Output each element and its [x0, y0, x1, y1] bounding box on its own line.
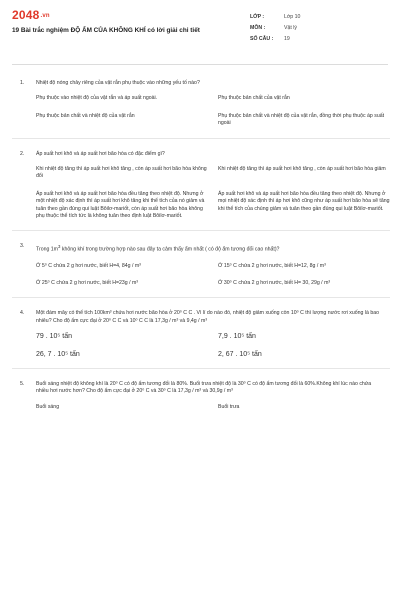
question-text: Buổi sáng nhiệt độ không khí là 20⁰ C có độ ẩm tương đối là 80%. Buổi trưa nhiệt độ là 30⁰ C có độ ẩm tương đối là 60%.Không khí lúc nào chứa nhiều hơi nước hơn? Cho độ ẩm cực đại ở 20⁰ C và 30⁰ C là 17,3g / m³ và 30,9g / m³: [36, 381, 372, 395]
question-5: [12, 381, 390, 411]
question-number: 2.: [20, 150, 25, 157]
question-text: [36, 243, 390, 254]
option-d[interactable]: Áp suất hơi khô và áp suất hơi bão hòa đều tăng theo nhiệt độ. Nhưng ở mọi nhiệt độ xác định thì áp hơi khô cũng như áp suất hơi bão hòa sẽ tăng khi thể tích của chúng giảm và tuân theo gần đúng qui luật Bôilơ-mariốt.: [218, 190, 390, 212]
meta-key: MÔN :: [250, 25, 266, 31]
question-1: [12, 80, 390, 128]
logo-main: 2048: [12, 8, 40, 22]
meta-panel: [250, 14, 390, 47]
option-b[interactable]: Phụ thuộc bản chất của vật rắn: [218, 95, 290, 102]
option-b[interactable]: 7,9 . 10⁵ tấn: [218, 333, 256, 341]
option-b[interactable]: Ở 15⁰ C chứa 2 g hơi nước, biết H=12, 8g / m³: [218, 262, 326, 269]
question-text: Áp suất hơi khô và áp suất hơi bão hòa có đặc điểm gì?: [36, 150, 165, 157]
option-grid: [36, 333, 390, 358]
option-d[interactable]: 2, 67 . 10⁵ tấn: [218, 350, 262, 358]
option-d[interactable]: Ở 30⁰ C chứa 2 g hơi nước, biết H= 30, 29g / m³: [218, 280, 331, 287]
option-b[interactable]: Khi nhiệt độ tăng thì áp suất hơi khô tăng , còn áp suất hơi bão hòa giảm: [218, 166, 386, 173]
option-grid: [36, 404, 390, 411]
meta-row-subject: [250, 25, 390, 31]
question-divider: [12, 230, 390, 231]
question-text: Nhiệt độ nóng chảy riêng của vật rắn phụ thuộc vào những yếu tố nào?: [36, 80, 200, 86]
option-a[interactable]: Khi nhiệt độ tăng thì áp suất hơi khô tăng , còn áp suất hơi bão hòa không đổi: [36, 166, 207, 180]
question-2: [12, 151, 390, 221]
question-text-part: Trong 1m: [36, 247, 59, 254]
option-b[interactable]: Buổi trưa: [218, 403, 240, 410]
option-grid: [36, 166, 390, 220]
question-number: 1.: [20, 80, 25, 86]
logo-suffix: .vn: [40, 12, 50, 19]
question-divider: [12, 138, 390, 139]
question-4: [12, 310, 390, 358]
question-number: 3.: [20, 243, 25, 250]
option-c[interactable]: Phụ thuộc bản chất và nhiệt độ của vật rắn: [36, 112, 135, 119]
question-text-sup: 3: [58, 244, 61, 250]
question-3: [12, 243, 390, 287]
meta-value: 19: [284, 36, 290, 42]
meta-row-count: [250, 36, 390, 42]
header-divider: [12, 64, 388, 65]
option-c[interactable]: Áp suất hơi khô và áp suất hơi bão hòa đều tăng theo nhiệt độ. Nhưng ở một nhiệt độ xác định thì áp suất hơi khô tăng khi thể tích của nó giảm và tuân theo gần đúng qui luật Bôilơ-mariốt, còn áp suất hơi bão hòa không phụ thuộc thể tích tức là không tuân theo định luật Bôilơ-mariốt.: [36, 190, 205, 220]
option-d[interactable]: Phụ thuộc bản chất và nhiệt độ của vật rắn, đồng thời phụ thuộc áp suất ngoài: [218, 112, 385, 127]
meta-value: Lớp 10: [284, 14, 301, 20]
option-a[interactable]: 79 . 10⁵ tấn: [36, 333, 72, 341]
question-text-part: không khí trong trường hợp nào sau đây ta cảm thấy ẩm nhất ( có độ ẩm tương đối cao nhất)?: [60, 247, 280, 254]
option-a[interactable]: Buổi sáng: [36, 403, 60, 410]
option-a[interactable]: Phụ thuộc vào nhiệt độ của vật rắn và áp suất ngoài.: [36, 95, 158, 102]
question-number: 5.: [20, 381, 25, 388]
question-list: [12, 80, 390, 421]
meta-key: SỐ CÂU :: [250, 36, 274, 42]
option-grid: [36, 95, 390, 127]
question-divider: [12, 368, 390, 369]
page-title: 19 Bài trắc nghiệm ĐỘ ẨM CỦA KHÔNG KHÍ có lời giải chi tiết: [12, 27, 200, 34]
question-number: 4.: [20, 310, 25, 317]
option-c[interactable]: Ở 25⁰ C chứa 2 g hơi nước, biết H=23g / m³: [36, 280, 139, 287]
meta-value: Vật lý: [284, 25, 297, 31]
option-c[interactable]: 26, 7 . 10⁵ tấn: [36, 350, 80, 358]
meta-key: LỚP :: [250, 14, 265, 20]
option-a[interactable]: Ở 5⁰ C chứa 2 g hơi nước, biết H=4, 84g / m³: [36, 262, 141, 269]
meta-row-grade: [250, 14, 390, 20]
option-grid: [36, 263, 390, 288]
question-text: Một đám mây có thể tích 100km³ chứa hơi nước bão hòa ở 20⁰ C C . Vì lí do nào đó, nhiệt độ giảm xuống còn 10⁰ C thì lượng nước rơi xuống là bao nhiêu? Cho độ ẩm cực đại ở 20⁰ C C và 10⁰ C C là 17,3g / m³ và 9,4g / m³: [36, 310, 379, 324]
question-divider: [12, 297, 390, 298]
